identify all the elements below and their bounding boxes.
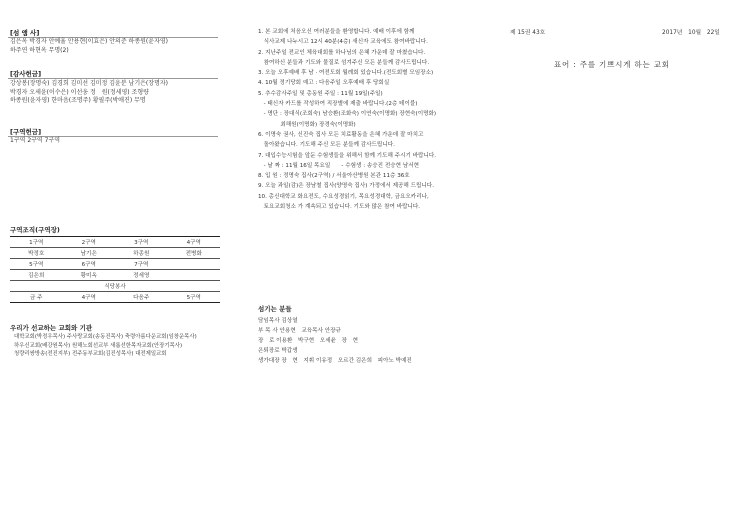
notice-line: 최해원(이명화) 장경숙(이명화) — [258, 121, 356, 128]
table-cell: 7구역 — [115, 259, 168, 270]
notice-line: 4. 10월 정기당회 예고 : 다음주일 오후예배 후 당회실 — [258, 80, 390, 87]
missions-title: 우리가 선교하는 교회와 기관 — [10, 324, 93, 332]
table-cell: 2구역 — [63, 237, 116, 248]
sec2-title: [감사헌금] — [10, 70, 42, 78]
table-cell: 6구역 — [63, 259, 116, 270]
staff-line: 부 목 사 안용현 교육목사 안장규 — [258, 328, 341, 334]
thanks-names-3: 하종원(윤자영) 한마음(조명주) 황필주(박애진) 무명 — [10, 97, 146, 104]
issue-number: 제 15권 43호 — [510, 30, 546, 36]
table-cell: 김은희 — [10, 270, 63, 281]
notice-line: 토요교회청소 가 계속되고 있습니다. 기도와 많은 참여 바랍니다. — [258, 204, 421, 211]
issue-date: 2017년 10월 22일 — [662, 30, 720, 36]
notice-line: 2. 지난주일 전교인 체육대회를 하나님의 은혜 가운데 잘 마쳤습니다. — [258, 49, 426, 56]
district-table — [10, 236, 220, 303]
notice-line: 참여하신 분들과 기도와 물질로 섬겨주신 모든 분들께 감사드립니다. — [258, 59, 430, 66]
table-cell: 3구역 — [115, 237, 168, 248]
table-row — [10, 270, 220, 281]
church-motto: 표어 : 주를 기쁘시게 하는 교회 — [554, 60, 670, 69]
table-cell: 정세영 — [115, 270, 168, 281]
notice-line: - 태신자 카드를 작성하여 직장별에 제출 바랍니다.(2층 테이블) — [258, 101, 418, 108]
district-title: 구역조직(구역장) — [10, 226, 60, 234]
notice-line: 1. 본 교회에 처음오신 여러분들을 환영합니다. 예배 이후에 함께 — [258, 29, 415, 35]
table-row — [10, 281, 220, 292]
table-cell — [168, 259, 221, 270]
table-cell: 4구역 — [63, 292, 116, 303]
missions-line-1: 대학교회(박정우목사) 주사랑교회(송동진목사) 축령아름다운교회(임창운목사) — [14, 334, 197, 340]
notice-line: 3. 오늘 오후예배 후 남 · 여전도회 월례회 있습니다.(전도회별 모임장소) — [258, 70, 434, 77]
table-cell: 전병화 — [168, 248, 221, 259]
missions-line-2: 하우신교회(배강원목사) 원해노회선교부 새롭선한목자교회(안장기목사) — [14, 342, 183, 349]
table-row — [10, 237, 220, 248]
staff-line: 장 로 이용환 박구현 오세윤 장 현 — [258, 338, 358, 344]
notice-line: 10. 총신대학교 화요전도, 수요성경읽기, 목요성경대학, 금요오카리나, — [258, 193, 429, 200]
thanks-names-2: 박경자 오세윤(이수은) 이선웅 정 원(정세영) 조형량 — [10, 88, 149, 96]
table-cell: 남기은 — [63, 248, 116, 259]
table-row — [10, 259, 220, 270]
table-cell: 박정호 — [10, 248, 63, 259]
table-cell: 5구역 — [168, 292, 221, 303]
notice-line: 9. 오늘 과일(감)은 장남철 집사(양명숙 집사) 가정에서 제공해 드립니다. — [258, 183, 434, 190]
table-cell: 다음주 — [115, 292, 168, 303]
notice-line: 7. 대입수능시험을 앞둔 수험생들을 위해서 함께 기도해 주시기 바랍니다. — [258, 152, 437, 159]
divider — [8, 78, 218, 79]
staff-line: 은퇴장로 박갑생 — [258, 348, 298, 354]
missions-line-3: 청량리쌍방송(전진지부) 전주동부교회(김진성목사) 대전제일교회 — [14, 351, 167, 357]
notice-line: 돌아왔습니다. 기도해 주신 모든 분들께 감사드립니다. — [258, 142, 395, 149]
sec1-title: [섬 앰 사] — [10, 29, 40, 37]
table-cell: 황미옥 — [63, 270, 116, 281]
notice-line: 5. 추수감사주일 및 총동원 주일 : 11월 19일(주일) — [258, 90, 383, 97]
district-offering: 1구역 2구역 7구역 — [10, 137, 61, 144]
notices-list — [258, 27, 436, 212]
table-cell — [168, 270, 221, 281]
offering-names-2: 하주연 하현옥 무명(2) — [10, 46, 69, 54]
thanks-names-1: 강상봉(장명숙) 김경희 김미선 김미정 김윤분 남기은(장명자) — [10, 80, 169, 87]
sec3-title: [구역헌금] — [10, 128, 42, 136]
table-cell: 금 주 — [10, 292, 63, 303]
table-cell: 5구역 — [10, 259, 63, 270]
table-cell: 1구역 — [10, 237, 63, 248]
offering-names-1: 김은옥 박경자 안예율 안용현(이효은) 안의준 하종원(윤자영) — [10, 38, 169, 45]
notice-line: 8. 입 원 : 정명숙 집사(2구역) / 서울아산병원 본관 11층 36호 — [258, 173, 410, 180]
table-cell: 하종원 — [115, 248, 168, 259]
table-row — [10, 292, 220, 303]
notice-line: 식사교제 나누시고 12시 40분(4층) 새신자 교육에도 참여바랍니다. — [258, 39, 428, 46]
notice-line: 6. 이명숙 권사, 신진숙 집사 모든 치료활동을 은혜 가운데 잘 마치고 — [258, 131, 424, 138]
notice-line: - 명단 : 장대식(조회숙) 남승환(조화숙) 이연숙(이명화) 장현숙(이명화) — [258, 111, 437, 118]
staff-line: 생가대장 장 현 지휘 이유정 오르간 김은희 피아노 박예진 — [258, 358, 412, 364]
notice-line: - 날 짜 : 11월 16일 목요일 - 수험생 : 송승진 전승현 남서현 — [258, 162, 420, 169]
staff-line: 담임목사 김상열 — [258, 318, 298, 324]
staff-list — [258, 316, 412, 366]
kitchen-title: 식당봉사 — [10, 281, 220, 292]
table-cell: 4구역 — [168, 237, 221, 248]
table-row — [10, 248, 220, 259]
staff-title: 섬기는 분들 — [258, 305, 292, 313]
